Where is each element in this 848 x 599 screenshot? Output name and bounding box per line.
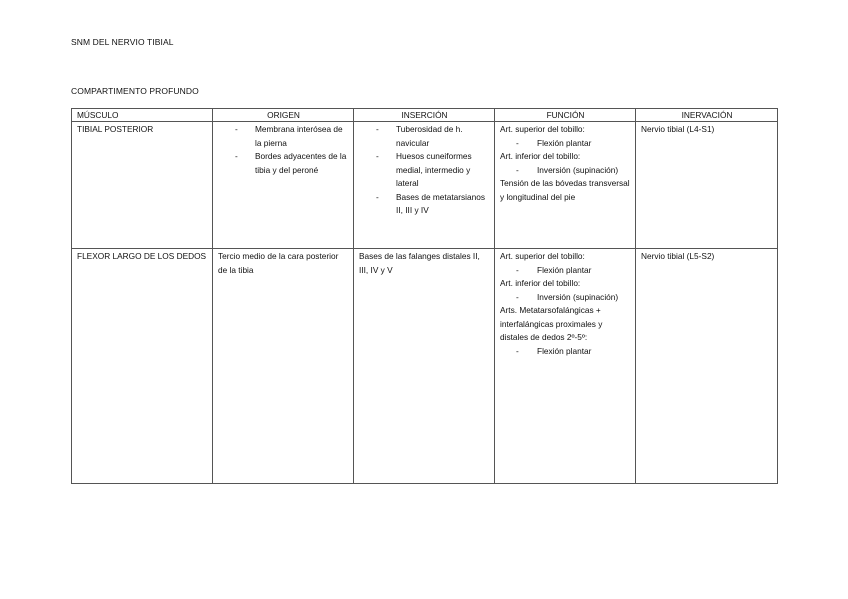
insertion-cell: Bases de las falanges distales II, III, IV y V bbox=[354, 249, 495, 484]
insertion-cell bbox=[354, 122, 495, 249]
list-item: - Flexión plantar bbox=[500, 137, 631, 151]
origin-cell: Tercio medio de la cara posterior de la tibia bbox=[213, 249, 354, 484]
function-cell bbox=[495, 122, 636, 249]
document-title: SNM DEL NERVIO TIBIAL bbox=[71, 37, 174, 47]
origin-cell bbox=[213, 122, 354, 249]
function-list bbox=[500, 345, 631, 359]
function-cell bbox=[495, 249, 636, 484]
table-header-row bbox=[72, 109, 778, 122]
muscle-table bbox=[71, 108, 778, 484]
function-text: Art. inferior del tobillo: bbox=[500, 278, 581, 288]
muscle-cell: FLEXOR LARGO DE LOS DEDOS bbox=[72, 249, 213, 484]
list-item: - Huesos cuneiformes medial, intermedio y lateral bbox=[359, 150, 490, 191]
list-item: - Bases de metatarsianos II, III y IV bbox=[359, 191, 490, 218]
list-item: - Flexión plantar bbox=[500, 264, 631, 278]
table-row bbox=[72, 249, 778, 484]
function-text: Tensión de las bóvedas transversal y longitudinal del pie bbox=[500, 178, 630, 202]
function-text: Art. superior del tobillo: bbox=[500, 124, 585, 134]
header-funcion: FUNCIÓN bbox=[495, 109, 636, 122]
header-inervacion: INERVACIÓN bbox=[636, 109, 778, 122]
list-item: - Membrana interósea de la pierna bbox=[218, 123, 349, 150]
muscle-cell: TIBIAL POSTERIOR bbox=[72, 122, 213, 249]
list-item: - Bordes adyacentes de la tibia y del peroné bbox=[218, 150, 349, 177]
list-item: - Inversión (supinación) bbox=[500, 164, 631, 178]
list-item: - Tuberosidad de h. navicular bbox=[359, 123, 490, 150]
insertion-list bbox=[359, 123, 490, 218]
function-text: Art. inferior del tobillo: bbox=[500, 151, 581, 161]
function-list bbox=[500, 137, 631, 151]
function-list bbox=[500, 291, 631, 305]
section-title: COMPARTIMENTO PROFUNDO bbox=[71, 86, 199, 96]
header-musculo: MÚSCULO bbox=[72, 109, 213, 122]
header-insercion: INSERCIÓN bbox=[354, 109, 495, 122]
origin-list bbox=[218, 123, 349, 177]
function-list bbox=[500, 264, 631, 278]
function-list bbox=[500, 164, 631, 178]
header-origen: ORIGEN bbox=[213, 109, 354, 122]
innervation-cell: Nervio tibial (L5-S2) bbox=[636, 249, 778, 484]
function-text: Art. superior del tobillo: bbox=[500, 251, 585, 261]
function-text: Arts. Metatarsofalángicas + interfalángicas proximales y distales de dedos 2º-5º: bbox=[500, 305, 603, 342]
list-item: - Inversión (supinación) bbox=[500, 291, 631, 305]
innervation-cell: Nervio tibial (L4-S1) bbox=[636, 122, 778, 249]
list-item: - Flexión plantar bbox=[500, 345, 631, 359]
table-row bbox=[72, 122, 778, 249]
